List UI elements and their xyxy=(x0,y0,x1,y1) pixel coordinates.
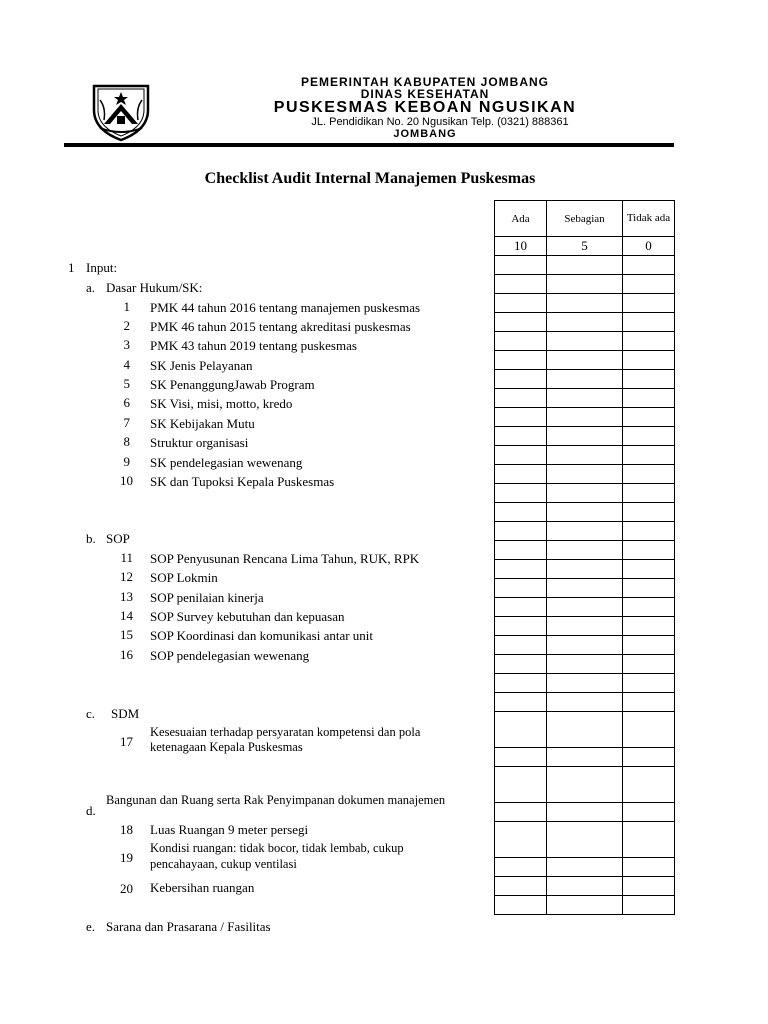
grid-cell[interactable] xyxy=(495,294,547,313)
grid-row xyxy=(495,560,675,579)
grid-cell[interactable] xyxy=(547,803,623,822)
grid-cell[interactable] xyxy=(547,465,623,484)
header-line-government: PEMERINTAH KABUPATEN JOMBANG xyxy=(300,75,549,89)
grid-cell[interactable] xyxy=(495,712,547,748)
grid-row xyxy=(495,896,675,915)
grid-row xyxy=(495,767,675,803)
score-sebagian: 5 xyxy=(547,237,623,256)
grid-cell[interactable] xyxy=(623,693,675,712)
grid-cell[interactable] xyxy=(547,748,623,767)
grid-row xyxy=(495,822,675,858)
grid-cell[interactable] xyxy=(547,484,623,503)
subsection-a-letter: a. xyxy=(86,280,96,295)
grid-cell[interactable] xyxy=(547,256,623,275)
grid-cell[interactable] xyxy=(623,408,675,427)
grid-cell[interactable] xyxy=(623,579,675,598)
grid-cell[interactable] xyxy=(547,579,623,598)
grid-row xyxy=(495,503,675,522)
grid-cell[interactable] xyxy=(547,294,623,313)
grid-cell[interactable] xyxy=(495,256,547,275)
item-number: 7 xyxy=(123,415,130,430)
subsection-a-label: Dasar Hukum/SK: xyxy=(106,280,203,295)
item-text: SK Jenis Pelayanan xyxy=(150,358,253,373)
grid-cell[interactable] xyxy=(623,617,675,636)
subsection-e-label: Sarana dan Prasarana / Fasilitas xyxy=(106,919,271,934)
grid-cell[interactable] xyxy=(623,370,675,389)
item-number: 10 xyxy=(120,473,133,488)
item-text: Kesesuaian terhadap persyaratan kompetensi dan pola xyxy=(150,725,421,739)
grid-cell[interactable] xyxy=(547,446,623,465)
grid-cell[interactable] xyxy=(495,389,547,408)
grid-row xyxy=(495,351,675,370)
item-number: 20 xyxy=(120,881,133,896)
item-number: 16 xyxy=(120,647,133,662)
item-number: 18 xyxy=(120,822,133,837)
grid-cell[interactable] xyxy=(547,877,623,896)
grid-cell[interactable] xyxy=(547,503,623,522)
grid-cell[interactable] xyxy=(495,858,547,877)
grid-cell[interactable] xyxy=(547,712,623,748)
grid-cell[interactable] xyxy=(547,427,623,446)
grid-cell[interactable] xyxy=(623,822,675,858)
header-divider xyxy=(64,143,674,147)
grid-cell[interactable] xyxy=(623,896,675,915)
grid-cell[interactable] xyxy=(623,748,675,767)
item-number: 19 xyxy=(120,850,133,865)
grid-cell[interactable] xyxy=(547,389,623,408)
grid-cell[interactable] xyxy=(547,408,623,427)
item-number: 15 xyxy=(120,627,133,642)
grid-row xyxy=(495,693,675,712)
grid-cell[interactable] xyxy=(495,655,547,674)
section-number: 1 xyxy=(68,260,75,275)
item-text-continuation: pencahayaan, cukup ventilasi xyxy=(150,857,297,871)
grid-header-row xyxy=(495,201,675,237)
grid-cell[interactable] xyxy=(495,465,547,484)
grid-cell[interactable] xyxy=(495,427,547,446)
item-number: 1 xyxy=(123,299,130,314)
jombang-emblem-logo xyxy=(86,80,156,142)
grid-cell[interactable] xyxy=(547,822,623,858)
grid-cell[interactable] xyxy=(623,351,675,370)
subsection-c-label: SDM xyxy=(111,706,140,721)
grid-cell[interactable] xyxy=(623,541,675,560)
grid-cell[interactable] xyxy=(623,655,675,674)
grid-row xyxy=(495,541,675,560)
grid-row xyxy=(495,427,675,446)
grid-cell[interactable] xyxy=(623,484,675,503)
item-number: 11 xyxy=(120,550,133,565)
item-text: PMK 43 tahun 2019 tentang puskesmas xyxy=(150,338,357,353)
grid-cell[interactable] xyxy=(547,313,623,332)
item-text: SK Visi, misi, motto, kredo xyxy=(150,396,293,411)
grid-row xyxy=(495,655,675,674)
item-number: 8 xyxy=(123,434,130,449)
grid-cell[interactable] xyxy=(495,370,547,389)
grid-cell[interactable] xyxy=(495,541,547,560)
subsection-d-letter: d. xyxy=(86,803,96,818)
document-title: Checklist Audit Internal Manajemen Puskesmas xyxy=(204,170,536,187)
grid-cell[interactable] xyxy=(495,767,547,803)
grid-cell[interactable] xyxy=(623,294,675,313)
grid-cell[interactable] xyxy=(623,446,675,465)
item-number: 3 xyxy=(123,337,130,352)
grid-cell[interactable] xyxy=(547,858,623,877)
subsection-d-label: Bangunan dan Ruang serta Rak Penyimpanan dokumen manajemen xyxy=(106,793,446,807)
grid-cell[interactable] xyxy=(495,693,547,712)
grid-cell[interactable] xyxy=(495,674,547,693)
item-text: SOP pendelegasian wewenang xyxy=(150,648,310,663)
grid-row xyxy=(495,294,675,313)
grid-cell[interactable] xyxy=(547,598,623,617)
grid-cell[interactable] xyxy=(547,693,623,712)
grid-row xyxy=(495,858,675,877)
grid-cell[interactable] xyxy=(495,822,547,858)
grid-cell[interactable] xyxy=(547,560,623,579)
item-text: SOP Lokmin xyxy=(150,570,218,585)
item-text: SK dan Tupoksi Kepala Puskesmas xyxy=(150,474,335,489)
grid-cell[interactable] xyxy=(495,803,547,822)
grid-cell[interactable] xyxy=(495,522,547,541)
item-text: PMK 44 tahun 2016 tentang manajemen puskesmas xyxy=(150,300,421,315)
grid-cell[interactable] xyxy=(623,636,675,655)
grid-cell[interactable] xyxy=(495,896,547,915)
grid-score-row xyxy=(495,237,675,256)
grid-cell[interactable] xyxy=(495,313,547,332)
grid-cell[interactable] xyxy=(495,351,547,370)
grid-row xyxy=(495,332,675,351)
grid-cell[interactable] xyxy=(623,877,675,896)
header-line-city: JOMBANG xyxy=(393,128,457,140)
item-text: Luas Ruangan 9 meter persegi xyxy=(150,822,309,837)
subsection-c-letter: c. xyxy=(86,706,96,721)
item-number: 2 xyxy=(123,318,130,333)
grid-cell[interactable] xyxy=(623,560,675,579)
item-text: Kondisi ruangan: tidak bocor, tidak lembab, cukup xyxy=(150,841,404,855)
section-input-label: Input: xyxy=(86,260,118,275)
grid-cell[interactable] xyxy=(547,896,623,915)
grid-cell[interactable] xyxy=(623,275,675,294)
grid-cell[interactable] xyxy=(547,541,623,560)
grid-cell[interactable] xyxy=(495,332,547,351)
grid-row xyxy=(495,877,675,896)
item-number: 6 xyxy=(123,395,130,410)
grid-row xyxy=(495,256,675,275)
grid-cell[interactable] xyxy=(495,503,547,522)
grid-row xyxy=(495,598,675,617)
grid-cell[interactable] xyxy=(495,748,547,767)
grid-body xyxy=(495,256,675,915)
grid-cell[interactable] xyxy=(623,767,675,803)
grid-row xyxy=(495,674,675,693)
col-header-ada: Ada xyxy=(495,201,547,237)
col-header-tidak-ada: Tidak ada xyxy=(623,201,675,237)
grid-row xyxy=(495,465,675,484)
grid-cell[interactable] xyxy=(495,598,547,617)
grid-cell[interactable] xyxy=(623,522,675,541)
subsection-e-letter: e. xyxy=(86,919,96,934)
grid-row xyxy=(495,389,675,408)
grid-cell[interactable] xyxy=(623,332,675,351)
grid-cell[interactable] xyxy=(623,465,675,484)
item-number: 13 xyxy=(120,589,133,604)
grid-cell[interactable] xyxy=(495,617,547,636)
subsection-b-label: SOP xyxy=(106,531,130,546)
grid-cell[interactable] xyxy=(495,877,547,896)
grid-cell[interactable] xyxy=(623,712,675,748)
grid-cell[interactable] xyxy=(547,767,623,803)
grid-cell[interactable] xyxy=(547,370,623,389)
item-text: Struktur organisasi xyxy=(150,435,249,450)
subsection-b-letter: b. xyxy=(86,531,96,546)
grid-cell[interactable] xyxy=(495,560,547,579)
grid-cell[interactable] xyxy=(623,313,675,332)
grid-row xyxy=(495,408,675,427)
grid-cell[interactable] xyxy=(495,484,547,503)
grid-cell[interactable] xyxy=(623,858,675,877)
grid-row xyxy=(495,313,675,332)
grid-cell[interactable] xyxy=(495,275,547,294)
grid-row xyxy=(495,446,675,465)
grid-row xyxy=(495,370,675,389)
grid-row xyxy=(495,579,675,598)
grid-cell[interactable] xyxy=(623,389,675,408)
item-text: SOP Penyusunan Rencana Lima Tahun, RUK, RPK xyxy=(150,551,420,566)
item-text: SOP penilaian kinerja xyxy=(150,590,264,605)
grid-cell[interactable] xyxy=(547,655,623,674)
grid-cell[interactable] xyxy=(623,503,675,522)
item-number: 17 xyxy=(120,734,133,749)
item-number: 4 xyxy=(123,357,130,372)
grid-cell[interactable] xyxy=(495,446,547,465)
item-number: 5 xyxy=(123,376,130,391)
item-text: SK pendelegasian wewenang xyxy=(150,455,303,470)
grid-cell[interactable] xyxy=(623,427,675,446)
item-text: SK Kebijakan Mutu xyxy=(150,416,255,431)
grid-cell[interactable] xyxy=(495,408,547,427)
item-text: SK PenanggungJawab Program xyxy=(150,377,315,392)
score-ada: 10 xyxy=(495,237,547,256)
item-text: SOP Survey kebutuhan dan kepuasan xyxy=(150,609,345,624)
grid-row xyxy=(495,617,675,636)
grid-cell[interactable] xyxy=(547,332,623,351)
header-line-puskesmas: PUSKESMAS KEBOAN NGUSIKAN xyxy=(273,99,577,116)
grid-row xyxy=(495,748,675,767)
item-number: 14 xyxy=(120,608,133,623)
item-text: SOP Koordinasi dan komunikasi antar unit xyxy=(150,628,374,643)
grid-row xyxy=(495,712,675,748)
grid-cell[interactable] xyxy=(495,579,547,598)
grid-cell[interactable] xyxy=(623,598,675,617)
item-text: PMK 46 tahun 2015 tentang akreditasi puskesmas xyxy=(150,319,411,334)
score-tidak-ada: 0 xyxy=(623,237,675,256)
col-header-sebagian: Sebagian xyxy=(547,201,623,237)
grid-cell[interactable] xyxy=(547,351,623,370)
grid-cell[interactable] xyxy=(547,674,623,693)
grid-cell[interactable] xyxy=(547,636,623,655)
grid-row xyxy=(495,275,675,294)
header-line-department: DINAS KESEHATAN xyxy=(360,87,490,101)
item-number: 12 xyxy=(120,569,133,584)
grid-row xyxy=(495,803,675,822)
grid-cell[interactable] xyxy=(623,803,675,822)
item-text: Kebersihan ruangan xyxy=(150,880,255,895)
item-text-continuation: ketenagaan Kepala Puskesmas xyxy=(150,740,303,754)
grid-cell[interactable] xyxy=(547,522,623,541)
grid-cell[interactable] xyxy=(495,636,547,655)
item-number: 9 xyxy=(123,454,130,469)
grid-row xyxy=(495,522,675,541)
grid-cell[interactable] xyxy=(623,674,675,693)
grid-cell[interactable] xyxy=(547,275,623,294)
grid-row xyxy=(495,636,675,655)
checklist-grid xyxy=(494,200,675,915)
grid-cell[interactable] xyxy=(623,256,675,275)
header-line-address: JL. Pendidikan No. 20 Ngusikan Telp. (0321) 888361 xyxy=(311,116,569,128)
grid-row xyxy=(495,484,675,503)
grid-cell[interactable] xyxy=(547,617,623,636)
